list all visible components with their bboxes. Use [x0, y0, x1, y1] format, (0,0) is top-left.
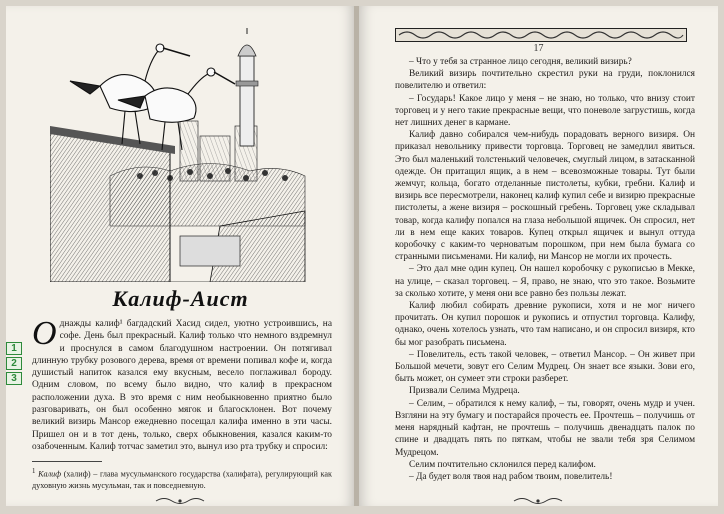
paragraph: – Это дал мне один купец. Он нашел коробочку с рукописью в Мекке, на улице, – сказал торговец. – Я, право, не знаю, что это такое. Возьмите за сколько хотите, у меня они все равно без пользы лежат.	[395, 264, 695, 299]
margin-mark-item: 2	[6, 357, 22, 370]
footnote-number: 1	[32, 468, 36, 475]
margin-mark-item: 3	[6, 372, 22, 385]
header-ornament-band	[395, 28, 687, 42]
margin-mark-item: 1	[6, 342, 22, 355]
stork-illustration	[50, 26, 310, 282]
page-ornament-icon	[154, 493, 206, 503]
paragraph: – Повелитель, есть такой человек, – ответил Мансор. – Он живет при Большой мечети, зовут его Селим Мудрец. Он знает все языки. Зови его, быть может, он сумеет эти строки разберет.	[395, 349, 695, 385]
paragraph: Великий визирь почтительно скрестил руки на груди, поклонился повелителю и ответил:	[395, 69, 695, 92]
paragraph: – Государь! Какое лицо у меня – не знаю, но только, что внизу стоит торговец и у него такие прекрасные вещи, что поневоле загрустишь, когда нет лишних денег в кармане.	[395, 93, 695, 129]
paragraph: Селим почтительно склонился перед калифом.	[409, 459, 596, 470]
paragraph: – Что у тебя за странное лицо сегодня, великий визирь?	[409, 57, 632, 67]
chapter-body-right	[395, 56, 695, 483]
paragraph: Калиф давно собирался чем-нибудь порадовать верного визиря. Он приказал невольнику привести торговца. Торговец не замедлил явиться. Это был маленький толстенький человечек, смуглый лицом, в затасканной одежде. Он притащил ящик, а в нем – всевозможные товары. Тут были жемчуг, кольца, богато отделанные пистолеты, кубки, гребни. Калиф и визирь все пересмотрели, наконец калиф купил себе и визирю прекрасные пистолеты, а жене визиря – роскошный гребень. Торговец уже складывал товар, когда калифу попался на глаза небольшой ящичек. Он спросил, нет ли в нем еще каких товаров. Купец открыл ящичек и вынул оттуда коробочку с каким-то черноватым порошком, при нем была бумага со странными письменами. Ни калиф, ни Мансор не могли их прочесть.	[395, 130, 695, 263]
paragraph: Калиф любил собирать древние рукописи, хотя и не мог ничего прочитать. Он купил порошок и рукопись и отпустил торговца. Калифу, однако, очень хотелось узнать, что там написано, и он спросил визиря, кто бы мог разобрать письмена.	[395, 301, 695, 348]
paragraph: – Селим, – обратился к нему калиф, – ты, говорят, очень мудр и учен. Взгляни на эту бумагу и постарайся прочесть ее. Прочтешь – получишь от меня нарядный кафтан, не прочтешь – получишь двенадцать палок по спине и двадцать пять по пяткам, чтобы не звали тебя зря Селимом Мудрецом.	[395, 398, 695, 458]
footnote-term: Калиф	[38, 469, 62, 479]
paragraph: Призвали Селима Мудреца.	[409, 386, 520, 397]
paragraph: – Да будет воля твоя над рабом твоим, повелитель!	[409, 471, 613, 482]
opening-text: днажды калиф¹ багдадский Хасид сидел, уютно устроившись, на софе. День был прекрасный. Калиф только что немного вздремнул и проснулся в самом благодушном настроении. Он потягивал длинную трубку розового дерева, время от времени попивал кофе и, когда душистый напиток казался ему вкусным, весело поглаживал бороду. Одним словом, по всему было видно, что калиф в прекрасном расположении духа. В это время с ним необыкновенно приятно было разговаривать, он был особенно мягок и благосклонен. Вот почему великий визирь Мансор ежедневно посещал калифа именно в эти часы. Пришел он и в тот день, только, сверх обыкновения, казался каким-то озабоченным. Калиф тотчас заметил это, вынул изо рта трубку и спросил:	[32, 319, 332, 452]
opening-paragraph	[32, 315, 332, 453]
left-page	[6, 6, 355, 506]
footnote-text: (халиф) – глава мусульманского государства (халифата), регулирующий как духовную жизнь мусульман, так и повседневную.	[32, 469, 332, 490]
footnote	[32, 466, 332, 491]
right-page	[359, 6, 718, 506]
chapter-body-left	[32, 315, 332, 453]
page-ornament-icon	[512, 493, 564, 503]
page-number: 17	[533, 43, 544, 54]
drop-cap: О	[32, 315, 57, 352]
footnote-divider	[32, 461, 102, 462]
side-margin-mark	[6, 342, 22, 385]
chapter-title: Калиф-Аист	[112, 286, 249, 311]
